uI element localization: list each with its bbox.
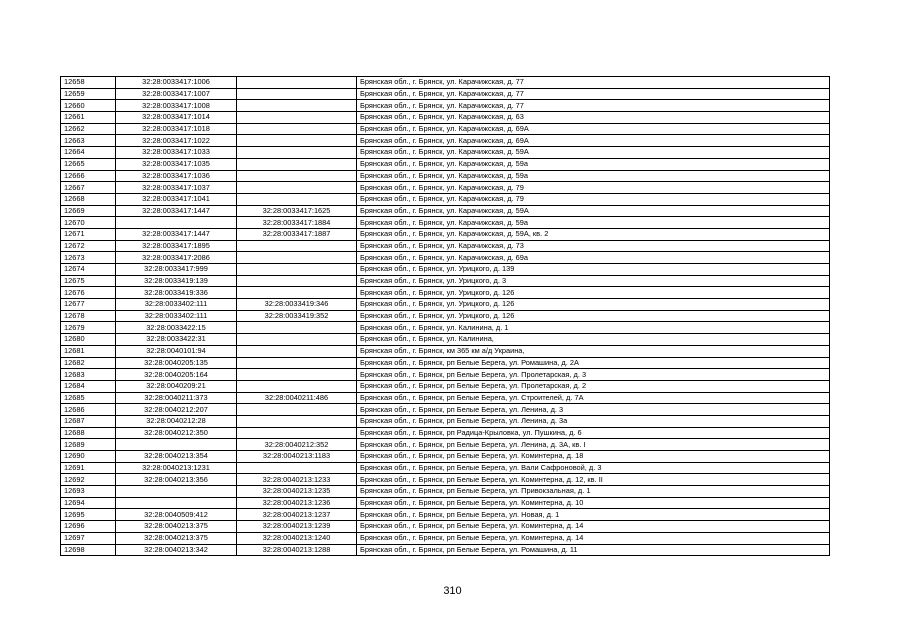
table-row	[61, 310, 830, 322]
parent-cadastral-number-cell	[237, 287, 357, 299]
address-cell: Брянская обл., г. Брянск, ул. Карачижская, д. 79	[357, 193, 830, 205]
address-cell: Брянская обл., г. Брянск, рп Белые Берега, ул. Коминтерна, д. 14	[357, 521, 830, 533]
row-number-cell: 12659	[61, 88, 116, 100]
parent-cadastral-number-cell	[237, 77, 357, 89]
row-number-cell: 12671	[61, 228, 116, 240]
cadastral-number-cell: 32:28:0033422:15	[116, 322, 237, 334]
address-cell: Брянская обл., г. Брянск, рп Белые Берега, ул. Ленина, д. 3	[357, 404, 830, 416]
cadastral-number-cell: 32:28:0040212:28	[116, 415, 237, 427]
table-row	[61, 77, 830, 89]
row-number-cell: 12683	[61, 369, 116, 381]
table-row	[61, 345, 830, 357]
table-row	[61, 509, 830, 521]
table-row	[61, 427, 830, 439]
cadastral-number-cell: 32:28:0033417:1035	[116, 158, 237, 170]
row-number-cell: 12692	[61, 474, 116, 486]
table-row	[61, 193, 830, 205]
row-number-cell: 12694	[61, 497, 116, 509]
table-row	[61, 252, 830, 264]
cadastral-number-cell: 32:28:0040101:94	[116, 345, 237, 357]
row-number-cell: 12666	[61, 170, 116, 182]
cadastral-number-cell: 32:28:0033419:336	[116, 287, 237, 299]
table-row	[61, 217, 830, 229]
row-number-cell: 12685	[61, 392, 116, 404]
address-cell: Брянская обл., г. Брянск, рп Белые Берега, ул. Вали Сафроновой, д. 3	[357, 462, 830, 474]
cadastral-number-cell: 32:28:0040205:164	[116, 369, 237, 381]
parent-cadastral-number-cell: 32:28:0040213:1288	[237, 544, 357, 556]
parent-cadastral-number-cell	[237, 252, 357, 264]
row-number-cell: 12677	[61, 299, 116, 311]
parent-cadastral-number-cell: 32:28:0040213:1239	[237, 521, 357, 533]
row-number-cell: 12687	[61, 415, 116, 427]
address-cell: Брянская обл., г. Брянск, км 365 км а/д Украина,	[357, 345, 830, 357]
parent-cadastral-number-cell	[237, 170, 357, 182]
parent-cadastral-number-cell: 32:28:0040213:1233	[237, 474, 357, 486]
parent-cadastral-number-cell: 32:28:0040213:1236	[237, 497, 357, 509]
address-cell: Брянская обл., г. Брянск, ул. Калинина, д. 1	[357, 322, 830, 334]
cadastral-number-cell: 32:28:0033417:1447	[116, 205, 237, 217]
row-number-cell: 12695	[61, 509, 116, 521]
parent-cadastral-number-cell	[237, 123, 357, 135]
parent-cadastral-number-cell	[237, 182, 357, 194]
table-row	[61, 322, 830, 334]
parent-cadastral-number-cell	[237, 100, 357, 112]
cadastral-number-cell	[116, 439, 237, 451]
address-cell: Брянская обл., г. Брянск, ул. Карачижская, д. 59а	[357, 158, 830, 170]
address-cell: Брянская обл., г. Брянск, ул. Карачижская, д. 59А	[357, 205, 830, 217]
parent-cadastral-number-cell	[237, 345, 357, 357]
parent-cadastral-number-cell: 32:28:0033417:1887	[237, 228, 357, 240]
table-row	[61, 170, 830, 182]
cadastral-number-cell: 32:28:0033417:1036	[116, 170, 237, 182]
row-number-cell: 12696	[61, 521, 116, 533]
cadastral-number-cell: 32:28:0033417:1008	[116, 100, 237, 112]
address-cell: Брянская обл., г. Брянск, ул. Карачижская, д. 59а	[357, 217, 830, 229]
address-cell: Брянская обл., г. Брянск, ул. Карачижская, д. 69а	[357, 252, 830, 264]
cadastral-number-cell: 32:28:0033417:1018	[116, 123, 237, 135]
cadastral-number-cell: 32:28:0040212:207	[116, 404, 237, 416]
cadastral-number-cell: 32:28:0033422:31	[116, 334, 237, 346]
table-row	[61, 532, 830, 544]
table-row	[61, 123, 830, 135]
table-row	[61, 182, 830, 194]
row-number-cell: 12669	[61, 205, 116, 217]
address-cell: Брянская обл., г. Брянск, рп Белые Берега, ул. Ленина, д. 3а	[357, 415, 830, 427]
parent-cadastral-number-cell	[237, 357, 357, 369]
cadastral-number-cell: 32:28:0033417:1447	[116, 228, 237, 240]
parent-cadastral-number-cell: 32:28:0040213:1240	[237, 532, 357, 544]
table-row	[61, 357, 830, 369]
row-number-cell: 12660	[61, 100, 116, 112]
address-cell: Брянская обл., г. Брянск, ул. Карачижская, д. 77	[357, 88, 830, 100]
parent-cadastral-number-cell	[237, 462, 357, 474]
table-row	[61, 299, 830, 311]
cadastral-number-cell: 32:28:0033417:1014	[116, 112, 237, 124]
row-number-cell: 12664	[61, 147, 116, 159]
row-number-cell: 12690	[61, 451, 116, 463]
row-number-cell: 12661	[61, 112, 116, 124]
row-number-cell: 12682	[61, 357, 116, 369]
table-row	[61, 392, 830, 404]
cadastral-number-cell: 32:28:0033402:111	[116, 310, 237, 322]
page-number: 310	[443, 585, 462, 597]
table-row	[61, 264, 830, 276]
row-number-cell: 12678	[61, 310, 116, 322]
table-row	[61, 158, 830, 170]
cadastral-number-cell	[116, 217, 237, 229]
row-number-cell: 12672	[61, 240, 116, 252]
parent-cadastral-number-cell	[237, 158, 357, 170]
parent-cadastral-number-cell: 32:28:0040212:352	[237, 439, 357, 451]
cadastral-number-cell: 32:28:0040205:135	[116, 357, 237, 369]
cadastral-number-cell: 32:28:0033417:1033	[116, 147, 237, 159]
table-row	[61, 112, 830, 124]
parent-cadastral-number-cell	[237, 240, 357, 252]
table-body	[61, 77, 830, 556]
parent-cadastral-number-cell	[237, 415, 357, 427]
address-cell: Брянская обл., г. Брянск, рп Радица-Крыловка, ул. Пушкина, д. 6	[357, 427, 830, 439]
address-cell: Брянская обл., г. Брянск, ул. Карачижская, д. 79	[357, 182, 830, 194]
cadastral-number-cell	[116, 486, 237, 498]
row-number-cell: 12681	[61, 345, 116, 357]
row-number-cell: 12688	[61, 427, 116, 439]
cadastral-number-cell: 32:28:0040509:412	[116, 509, 237, 521]
parent-cadastral-number-cell	[237, 404, 357, 416]
table-row	[61, 497, 830, 509]
address-cell: Брянская обл., г. Брянск, ул. Карачижская, д. 59А, кв. 2	[357, 228, 830, 240]
table-row	[61, 228, 830, 240]
table-row	[61, 135, 830, 147]
parent-cadastral-number-cell: 32:28:0033419:346	[237, 299, 357, 311]
parent-cadastral-number-cell: 32:28:0040213:1237	[237, 509, 357, 521]
parent-cadastral-number-cell	[237, 264, 357, 276]
address-cell: Брянская обл., г. Брянск, рп Белые Берега, ул. Новая, д. 1	[357, 509, 830, 521]
address-cell: Брянская обл., г. Брянск, рп Белые Берега, ул. Пролетарская, д. 2	[357, 380, 830, 392]
table-row	[61, 147, 830, 159]
row-number-cell: 12689	[61, 439, 116, 451]
parent-cadastral-number-cell	[237, 380, 357, 392]
cadastral-number-cell: 32:28:0033417:1006	[116, 77, 237, 89]
parent-cadastral-number-cell: 32:28:0033417:1884	[237, 217, 357, 229]
row-number-cell: 12680	[61, 334, 116, 346]
table-row	[61, 287, 830, 299]
parent-cadastral-number-cell: 32:28:0033419:352	[237, 310, 357, 322]
table-row	[61, 369, 830, 381]
parent-cadastral-number-cell	[237, 427, 357, 439]
table-row	[61, 88, 830, 100]
address-cell: Брянская обл., г. Брянск, рп Белые Берега, ул. Коминтерна, д. 12, кв. II	[357, 474, 830, 486]
cadastral-number-cell: 32:28:0040213:375	[116, 532, 237, 544]
cadastral-number-cell: 32:28:0040211:373	[116, 392, 237, 404]
address-cell: Брянская обл., г. Брянск, рп Белые Берега, ул. Ромашина, д. 11	[357, 544, 830, 556]
table-row	[61, 380, 830, 392]
address-cell: Брянская обл., г. Брянск, ул. Карачижская, д. 73	[357, 240, 830, 252]
address-cell: Брянская обл., г. Брянск, рп Белые Берега, ул. Ромашина, д. 2А	[357, 357, 830, 369]
row-number-cell: 12684	[61, 380, 116, 392]
parent-cadastral-number-cell	[237, 147, 357, 159]
address-cell: Брянская обл., г. Брянск, рп Белые Берега, ул. Строителей, д. 7А	[357, 392, 830, 404]
address-cell: Брянская обл., г. Брянск, рп Белые Берега, ул. Привокзальная, д. 1	[357, 486, 830, 498]
parent-cadastral-number-cell	[237, 275, 357, 287]
table-row	[61, 240, 830, 252]
parent-cadastral-number-cell	[237, 112, 357, 124]
address-cell: Брянская обл., г. Брянск, ул. Карачижская, д. 69А	[357, 135, 830, 147]
table-row	[61, 404, 830, 416]
parent-cadastral-number-cell: 32:28:0040213:1235	[237, 486, 357, 498]
cadastral-number-cell: 32:28:0033417:1037	[116, 182, 237, 194]
table-row	[61, 334, 830, 346]
address-cell: Брянская обл., г. Брянск, ул. Урицкого, д. 126	[357, 287, 830, 299]
row-number-cell: 12667	[61, 182, 116, 194]
row-number-cell: 12665	[61, 158, 116, 170]
property-table	[60, 76, 830, 556]
row-number-cell: 12670	[61, 217, 116, 229]
cadastral-number-cell: 32:28:0033417:1007	[116, 88, 237, 100]
cadastral-number-cell: 32:28:0033417:1041	[116, 193, 237, 205]
cadastral-number-cell: 32:28:0040213:1231	[116, 462, 237, 474]
cadastral-number-cell: 32:28:0040213:356	[116, 474, 237, 486]
table-row	[61, 205, 830, 217]
row-number-cell: 12658	[61, 77, 116, 89]
row-number-cell: 12693	[61, 486, 116, 498]
table-row	[61, 275, 830, 287]
cadastral-number-cell: 32:28:0033417:1022	[116, 135, 237, 147]
table-row	[61, 451, 830, 463]
table-row	[61, 474, 830, 486]
parent-cadastral-number-cell	[237, 193, 357, 205]
row-number-cell: 12673	[61, 252, 116, 264]
parent-cadastral-number-cell: 32:28:0040213:1183	[237, 451, 357, 463]
table-row	[61, 544, 830, 556]
address-cell: Брянская обл., г. Брянск, ул. Карачижская, д. 77	[357, 77, 830, 89]
cadastral-number-cell: 32:28:0033417:2086	[116, 252, 237, 264]
row-number-cell: 12676	[61, 287, 116, 299]
address-cell: Брянская обл., г. Брянск, ул. Карачижская, д. 59а	[357, 170, 830, 182]
table-row	[61, 486, 830, 498]
address-cell: Брянская обл., г. Брянск, ул. Урицкого, д. 126	[357, 310, 830, 322]
table-row	[61, 439, 830, 451]
cadastral-number-cell: 32:28:0033417:1895	[116, 240, 237, 252]
parent-cadastral-number-cell	[237, 135, 357, 147]
address-cell: Брянская обл., г. Брянск, рп Белые Берега, ул. Пролетарская, д. 3	[357, 369, 830, 381]
cadastral-number-cell: 32:28:0040213:342	[116, 544, 237, 556]
row-number-cell: 12679	[61, 322, 116, 334]
cadastral-number-cell: 32:28:0040212:350	[116, 427, 237, 439]
parent-cadastral-number-cell: 32:28:0033417:1625	[237, 205, 357, 217]
address-cell: Брянская обл., г. Брянск, ул. Урицкого, д. 126	[357, 299, 830, 311]
address-cell: Брянская обл., г. Брянск, ул. Карачижская, д. 69А	[357, 123, 830, 135]
parent-cadastral-number-cell	[237, 369, 357, 381]
address-cell: Брянская обл., г. Брянск, ул. Карачижская, д. 59А	[357, 147, 830, 159]
cadastral-number-cell: 32:28:0033419:139	[116, 275, 237, 287]
row-number-cell: 12698	[61, 544, 116, 556]
row-number-cell: 12675	[61, 275, 116, 287]
cadastral-number-cell: 32:28:0040209:21	[116, 380, 237, 392]
row-number-cell: 12686	[61, 404, 116, 416]
parent-cadastral-number-cell	[237, 322, 357, 334]
address-cell: Брянская обл., г. Брянск, ул. Урицкого, д. 3	[357, 275, 830, 287]
address-cell: Брянская обл., г. Брянск, ул. Калинина,	[357, 334, 830, 346]
table-row	[61, 462, 830, 474]
row-number-cell: 12691	[61, 462, 116, 474]
row-number-cell: 12662	[61, 123, 116, 135]
parent-cadastral-number-cell	[237, 334, 357, 346]
cadastral-number-cell: 32:28:0033417:999	[116, 264, 237, 276]
address-cell: Брянская обл., г. Брянск, ул. Карачижская, д. 77	[357, 100, 830, 112]
table-row	[61, 100, 830, 112]
address-cell: Брянская обл., г. Брянск, ул. Урицкого, д. 139	[357, 264, 830, 276]
cadastral-number-cell	[116, 497, 237, 509]
table-row	[61, 521, 830, 533]
cadastral-number-cell: 32:28:0040213:375	[116, 521, 237, 533]
address-cell: Брянская обл., г. Брянск, ул. Карачижская, д. 63	[357, 112, 830, 124]
address-cell: Брянская обл., г. Брянск, рп Белые Берега, ул. Коминтерна, д. 14	[357, 532, 830, 544]
address-cell: Брянская обл., г. Брянск, рп Белые Берега, ул. Коминтерна, д. 10	[357, 497, 830, 509]
row-number-cell: 12663	[61, 135, 116, 147]
parent-cadastral-number-cell: 32:28:0040211:486	[237, 392, 357, 404]
row-number-cell: 12674	[61, 264, 116, 276]
address-cell: Брянская обл., г. Брянск, рп Белые Берега, ул. Ленина, д. 3А, кв. I	[357, 439, 830, 451]
table-row	[61, 415, 830, 427]
parent-cadastral-number-cell	[237, 88, 357, 100]
cadastral-number-cell: 32:28:0040213:354	[116, 451, 237, 463]
cadastral-number-cell: 32:28:0033402:111	[116, 299, 237, 311]
address-cell: Брянская обл., г. Брянск, рп Белые Берега, ул. Коминтерна, д. 18	[357, 451, 830, 463]
row-number-cell: 12668	[61, 193, 116, 205]
row-number-cell: 12697	[61, 532, 116, 544]
